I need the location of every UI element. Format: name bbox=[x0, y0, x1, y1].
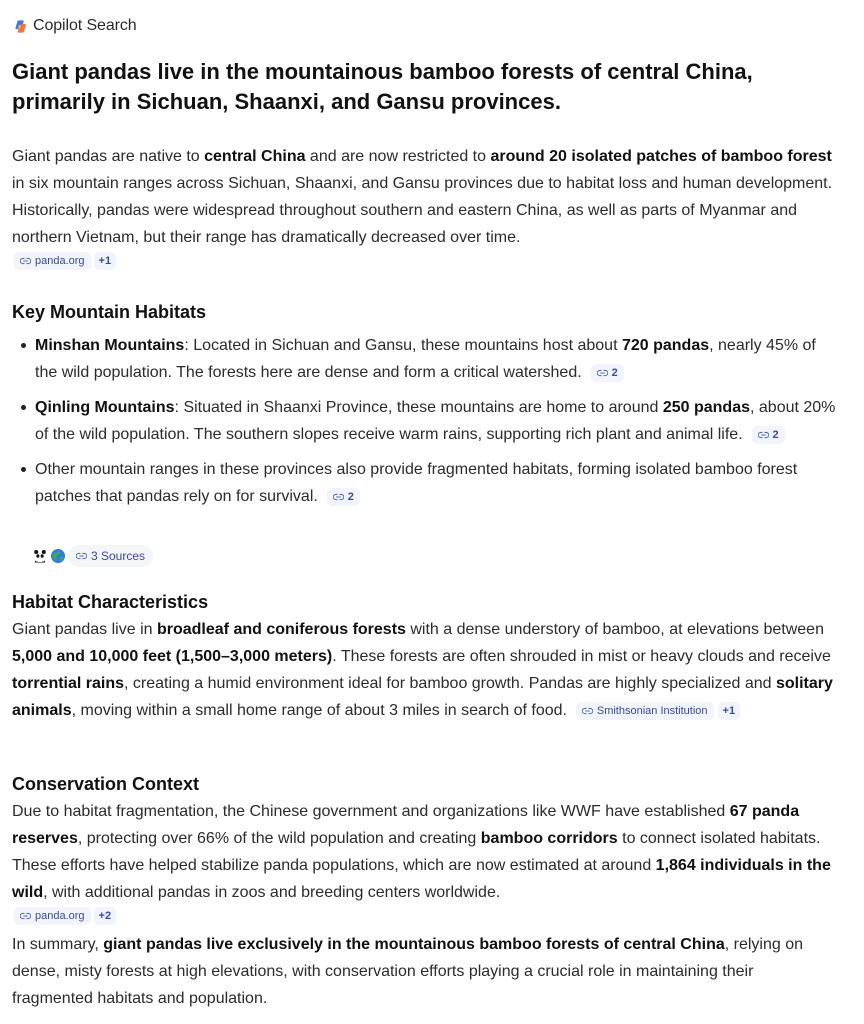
link-icon bbox=[758, 431, 769, 439]
conservation-paragraph bbox=[12, 798, 838, 906]
link-icon bbox=[20, 912, 31, 920]
para-text: with a dense understory of bamboo, at elevations between bbox=[405, 621, 824, 638]
intro-citation bbox=[14, 252, 116, 270]
list-item bbox=[12, 332, 838, 386]
conservation-citation bbox=[14, 907, 116, 925]
citation-more[interactable]: +1 bbox=[94, 252, 117, 270]
link-icon bbox=[597, 369, 608, 377]
citation-chip[interactable] bbox=[576, 702, 714, 720]
summary-paragraph bbox=[12, 931, 838, 1012]
intro-text: and are now restricted to bbox=[305, 148, 491, 165]
brand-name: Copilot Search bbox=[33, 17, 137, 34]
habitats-list bbox=[12, 332, 838, 518]
para-text: , protecting over 66% of the wild population and creating bbox=[77, 830, 481, 847]
para-bold: solitary animals bbox=[12, 675, 833, 719]
para-bold: torrential rains bbox=[12, 675, 125, 692]
sources-row[interactable] bbox=[32, 545, 153, 567]
characteristics-paragraph bbox=[12, 616, 838, 724]
habitat-text: : Situated in Shaanxi Province, these mountains are home to around bbox=[174, 399, 663, 416]
citation-source: Smithsonian Institution bbox=[596, 704, 708, 717]
characteristics-citation bbox=[576, 702, 740, 720]
link-icon bbox=[76, 552, 87, 560]
link-icon bbox=[582, 707, 593, 715]
habitat-text: Other mountain ranges in these provinces also provide fragmented habitats, forming isolated bamboo forest patches that pandas rely on for survival. bbox=[35, 461, 798, 505]
para-text: to connect isolated habitats. These efforts have helped stabilize panda populations, which are now estimated at around bbox=[12, 830, 821, 874]
intro-text: Giant pandas are native to bbox=[12, 148, 205, 165]
conservation-heading: Conservation Context bbox=[12, 774, 200, 794]
bullet bbox=[21, 343, 26, 348]
para-text: Giant pandas live in bbox=[12, 621, 157, 638]
para-text: , moving within a small home range of about 3 miles in search of food. bbox=[71, 702, 567, 719]
citation-chip[interactable] bbox=[14, 907, 91, 925]
key-habitats-heading: Key Mountain Habitats bbox=[12, 302, 207, 322]
link-icon bbox=[20, 257, 31, 265]
para-bold: 5,000 and 10,000 feet (1,500–3,000 meters) bbox=[12, 648, 333, 665]
para-bold: 67 panda reserves bbox=[12, 803, 800, 847]
intro-bold: around 20 isolated patches of bamboo forest bbox=[490, 148, 832, 165]
intro-bold: central China bbox=[204, 148, 306, 165]
habitat-name: Qinling Mountains bbox=[35, 399, 175, 416]
intro-text: in six mountain ranges across Sichuan, Shaanxi, and Gansu provinces due to habitat loss and human development. Historically, pandas were widespread throughout southern and eastern China, as well as parts of Myanmar and northern Vietnam, but their range has dramatically decreased over time. bbox=[12, 175, 833, 246]
para-bold: bamboo corridors bbox=[480, 830, 618, 847]
answer-title: Giant pandas live in the mountainous bamboo forests of central China, primarily in Sichuan, Shaanxi, and Gansu provinces. bbox=[12, 59, 753, 114]
bullet bbox=[21, 405, 26, 410]
link-icon bbox=[333, 493, 344, 501]
para-bold: broadleaf and coniferous forests bbox=[156, 621, 406, 638]
wwf-panda-icon bbox=[32, 548, 48, 564]
citation-count: 2 bbox=[611, 367, 618, 379]
habitat-bold: 250 pandas bbox=[662, 399, 750, 416]
sources-button[interactable] bbox=[68, 545, 153, 567]
citation-more[interactable]: +2 bbox=[94, 907, 117, 925]
list-item bbox=[12, 456, 838, 510]
list-item bbox=[12, 394, 838, 448]
characteristics-heading: Habitat Characteristics bbox=[12, 592, 209, 612]
sources-label: 3 Sources bbox=[91, 549, 146, 563]
para-bold: 1,864 individuals in the wild bbox=[12, 857, 831, 901]
citation-chip[interactable] bbox=[14, 252, 91, 270]
citation-chip[interactable] bbox=[327, 488, 360, 506]
copilot-logo-icon bbox=[13, 19, 28, 34]
habitat-text: , nearly 45% of the wild population. The forests here are dense and form a critical watershed. bbox=[35, 337, 816, 381]
para-bold: giant pandas live exclusively in the mountainous bamboo forests of central China bbox=[103, 936, 725, 953]
globe-icon bbox=[50, 548, 66, 564]
habitat-name: Minshan Mountains bbox=[35, 337, 185, 354]
citation-count: 2 bbox=[347, 491, 354, 503]
para-text: , relying on dense, misty forests at high elevations, with conservation efforts playing a crucial role in maintaining their fragmented habitats and population. bbox=[12, 936, 804, 1007]
habitat-bold: 720 pandas bbox=[621, 337, 710, 354]
para-text: In summary, bbox=[12, 936, 104, 953]
habitat-text: : Located in Sichuan and Gansu, these mountains host about bbox=[184, 337, 622, 354]
para-text: , creating a humid environment ideal for bamboo growth. Pandas are highly specialized and bbox=[124, 675, 776, 692]
citation-source: panda.org bbox=[35, 910, 85, 922]
para-text: , with additional pandas in zoos and breeding centers worldwide. bbox=[43, 884, 501, 901]
brand-header[interactable] bbox=[13, 16, 137, 36]
citation-count: 2 bbox=[772, 429, 779, 441]
citation-more[interactable]: +1 bbox=[718, 702, 741, 720]
citation-chip[interactable] bbox=[591, 364, 624, 382]
para-text: Due to habitat fragmentation, the Chinese government and organizations like WWF have established bbox=[12, 803, 730, 820]
para-text: . These forests are often shrouded in mist or heavy clouds and receive bbox=[332, 648, 831, 665]
intro-paragraph bbox=[12, 143, 838, 251]
citation-source: panda.org bbox=[35, 255, 85, 267]
bullet bbox=[21, 467, 26, 472]
citation-chip[interactable] bbox=[752, 426, 785, 444]
habitat-text: , about 20% of the wild population. The southern slopes receive warm rains, supporting rich plant and animal life. bbox=[35, 399, 836, 443]
